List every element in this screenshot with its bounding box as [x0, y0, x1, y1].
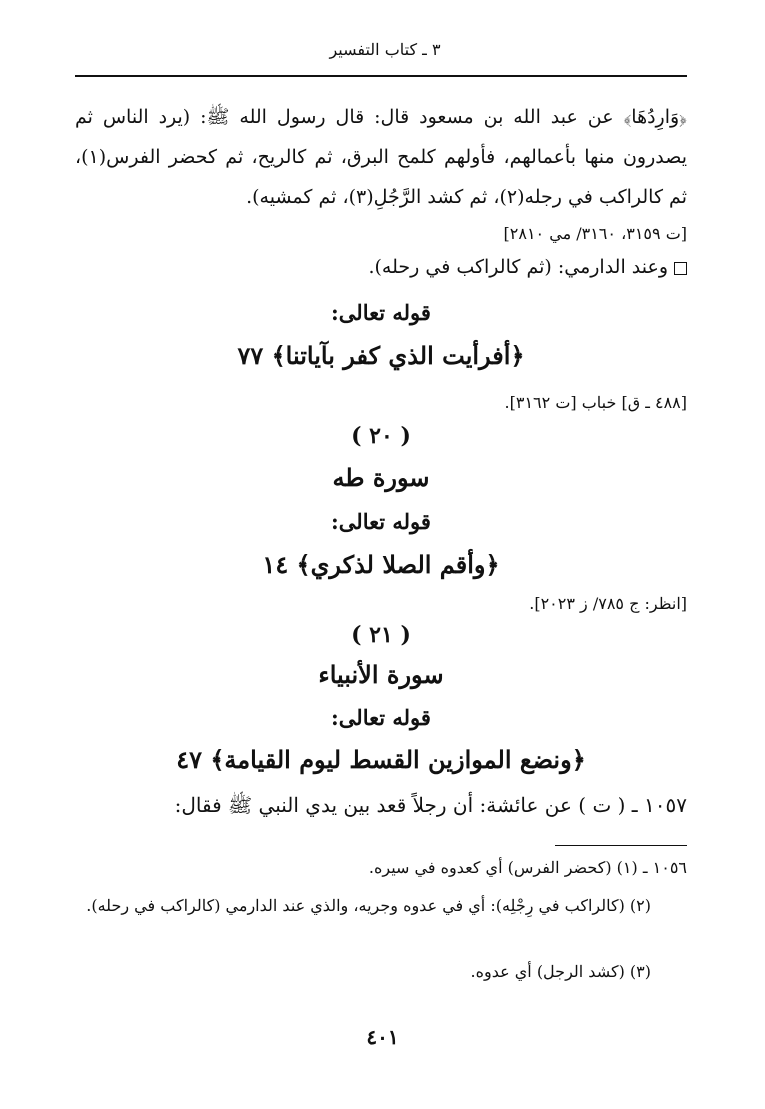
surah-20-verse: ﴿وأقم الصلا لذكري﴾ ١٤: [262, 550, 500, 579]
hadith-1056-reference: [ت ٣١٥٩، ٣١٦٠/ مي ٢٨١٠]: [503, 224, 687, 243]
page-number: ٤٠١: [366, 1025, 399, 1049]
darimi-note: [75, 256, 687, 278]
surah-21-verse: ﴿ونضع الموازين القسط ليوم القيامة﴾ ٤٧: [176, 745, 586, 774]
footnote-2: (٢) (كالراكب في رِجْلِه): أي في عدوه وجريه، والذي عند الدارمي (كالراكب في رحله).: [86, 896, 651, 915]
surah-21-label: قوله تعالى:: [331, 705, 431, 730]
darimi-note-text: وعند الدارمي: (ثم كالراكب في رحله).: [368, 256, 668, 278]
square-bullet-icon: [674, 262, 687, 275]
footnote-rule: [555, 845, 687, 846]
surah-20-label: قوله تعالى:: [331, 509, 431, 534]
footnote-3: (٣) (كشد الرجل) أي عدوه.: [470, 962, 651, 981]
surah-20-title: سورة طه: [332, 463, 430, 492]
hadith-1057-text: ١٠٥٧ ـ ( ت ) عن عائشة: أن رجلاً قعد بين يدي النبي ﷺ فقال:: [174, 793, 687, 817]
section-77-reference: [٤٨٨ ـ ق] خباب [ت ٣١٦٢].: [504, 393, 687, 412]
header-rule: [75, 75, 687, 77]
section-77-verse: ﴿أفرأيت الذي كفر بآياتنا﴾ ٧٧: [237, 341, 525, 370]
surah-21-number: ( ٢١ ): [351, 622, 411, 648]
running-header: ٣ ـ كتاب التفسير: [329, 40, 441, 59]
surah-20-reference: [انظر: ج ٧٨٥/ ز ٢٠٢٣].: [529, 594, 687, 613]
surah-20-number: ( ٢٠ ): [351, 423, 411, 449]
footnote-1: ١٠٥٦ ـ (١) (كحضر الفرس) أي كعدوه في سيره.: [368, 858, 687, 877]
section-77-label: قوله تعالى:: [331, 300, 431, 325]
hadith-1056-text: ﴿وَارِدُهَا﴾ عن عبد الله بن مسعود قال: قال رسول الله ﷺ: (يرد الناس ثم يصدرون منها بأعمالهم، فأولهم كلمح البرق، ثم كالريح، ثم كحضر الفرس(١)، ثم كالراكب في رجله(٢)، ثم كشد الرَّجُلِ(٣)، ثم كمشيه).: [75, 106, 687, 208]
surah-21-title: سورة الأنبياء: [318, 660, 444, 689]
